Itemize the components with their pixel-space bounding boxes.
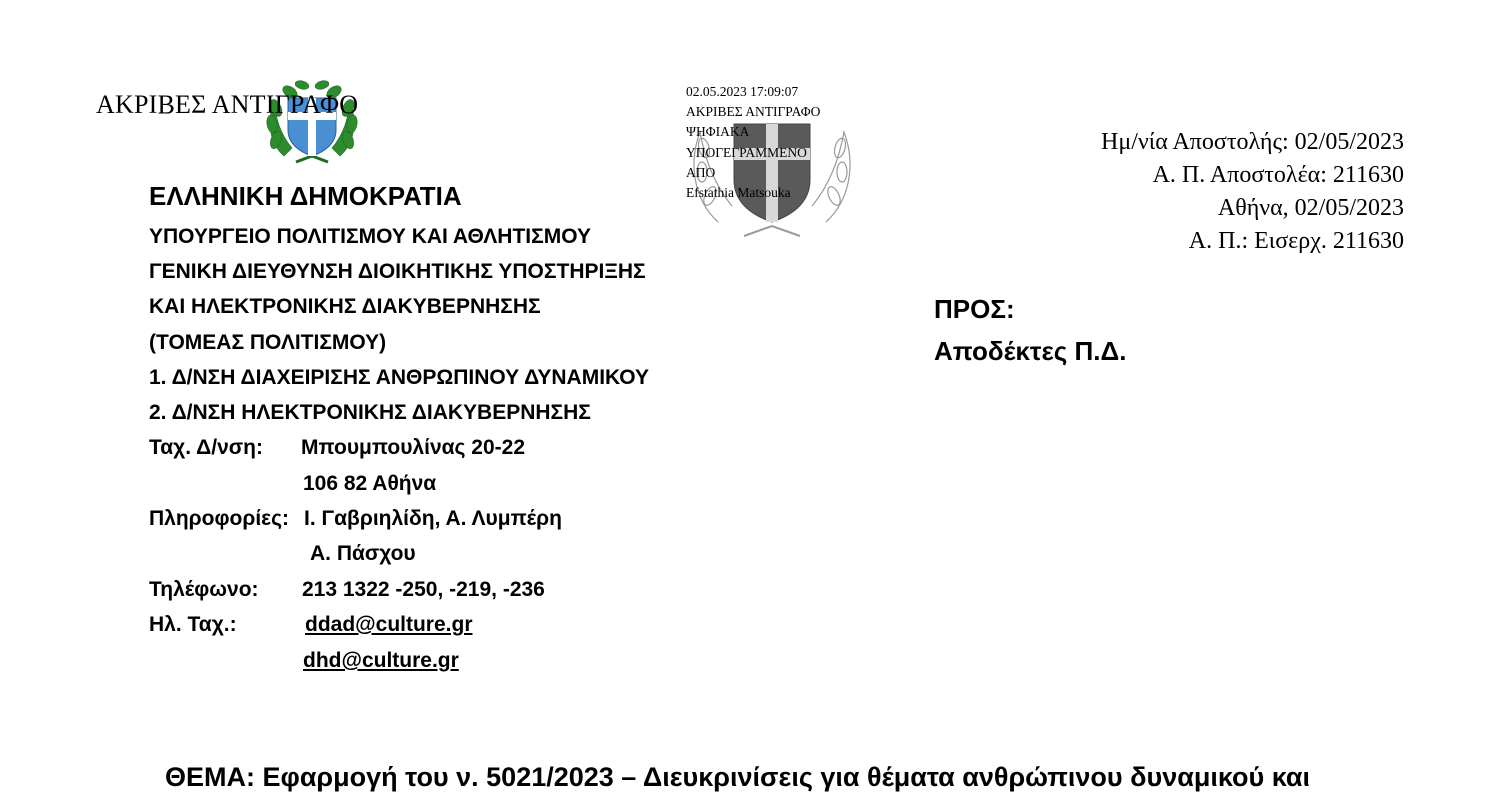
copy-stamp-text: ΑΚΡΙΒΕΣ ΑΝΤΙΓΡΑΦΟ bbox=[96, 90, 359, 119]
signature-datetime: 02.05.2023 17:09:07 bbox=[686, 84, 799, 99]
directorate-2-line: 2. Δ/ΝΣΗ ΗΛΕΚΤΡΟΝΙΚΗΣ ΔΙΑΚΥΒΕΡΝΗΣΗΣ bbox=[149, 401, 591, 424]
signature-line-4: ΑΠΟ bbox=[686, 164, 716, 180]
republic-title: ΕΛΛΗΝΙΚΗ ΔΗΜΟΚΡΑΤΙΑ bbox=[149, 181, 462, 211]
signature-line-2: ΨΗΦΙΑΚΑ bbox=[686, 124, 750, 140]
phone-value: 213 1322 -250, -219, -236 bbox=[302, 578, 545, 601]
recipient-value: Αποδέκτες Π.Δ. bbox=[934, 336, 1127, 366]
info-label: Πληροφορίες: bbox=[149, 507, 290, 530]
directorate-1-line: 1. Δ/ΝΣΗ ΔΙΑΧΕΙΡΙΣΗΣ ΑΝΘΡΩΠΙΝΟΥ ΔΥΝΑΜΙΚΟΥ bbox=[149, 366, 649, 389]
info-line-1: Ι. Γαβριηλίδη, Α. Λυμπέρη bbox=[304, 507, 562, 530]
address-line-1: Μπουμπουλίνας 20-22 bbox=[301, 436, 525, 459]
directorate-general-line-2: ΚΑΙ ΗΛΕΚΤΡΟΝΙΚΗΣ ΔΙΑΚΥΒΕΡΝΗΣΗΣ bbox=[149, 295, 541, 318]
sender-protocol: Α. Π. Αποστολέα: 211630 bbox=[1152, 162, 1404, 188]
email-link-ddad[interactable]: ddad@culture.gr bbox=[305, 613, 473, 636]
send-date: Ημ/νία Αποστολής: 02/05/2023 bbox=[1101, 129, 1404, 155]
sector-line: (ΤΟΜΕΑΣ ΠΟΛΙΤΙΣΜΟΥ) bbox=[149, 331, 387, 354]
place-date: Αθήνα, 02/05/2023 bbox=[1217, 195, 1404, 221]
address-line-2: 106 82 Αθήνα bbox=[303, 472, 437, 495]
protocol-number: Α. Π.: Εισερχ. 211630 bbox=[1188, 228, 1404, 254]
ministry-line: ΥΠΟΥΡΓΕΙΟ ΠΟΛΙΤΙΣΜΟΥ ΚΑΙ ΑΘΛΗΤΙΣΜΟΥ bbox=[149, 225, 591, 248]
signature-line-1: ΑΚΡΙΒΕΣ ΑΝΤΙΓΡΑΦΟ bbox=[686, 104, 821, 120]
phone-label: Τηλέφωνο: bbox=[149, 578, 259, 601]
signature-line-3: ΥΠΟΓΕΓΡΑΜΜΕΝΟ bbox=[686, 144, 807, 160]
email-label: Ηλ. Ταχ.: bbox=[149, 613, 237, 636]
directorate-general-line: ΓΕΝΙΚΗ ΔΙΕΥΘΥΝΣΗ ΔΙΟΙΚΗΤΙΚΗΣ ΥΠΟΣΤΗΡΙΞΗΣ bbox=[149, 260, 646, 283]
info-line-2: Α. Πάσχου bbox=[310, 542, 416, 565]
signature-text-block bbox=[686, 82, 820, 203]
email-link-dhd[interactable]: dhd@culture.gr bbox=[303, 649, 459, 672]
recipient-label: ΠΡΟΣ: bbox=[934, 294, 1015, 324]
subject-line: ΘΕΜΑ: Εφαρμογή του ν. 5021/2023 – Διευκρινίσεις για θέματα ανθρώπινου δυναμικού και bbox=[165, 762, 1310, 792]
document-meta bbox=[1101, 126, 1404, 258]
signature-signer: Efstathia Matsouka bbox=[686, 185, 791, 201]
address-label: Ταχ. Δ/νση: bbox=[149, 436, 263, 459]
